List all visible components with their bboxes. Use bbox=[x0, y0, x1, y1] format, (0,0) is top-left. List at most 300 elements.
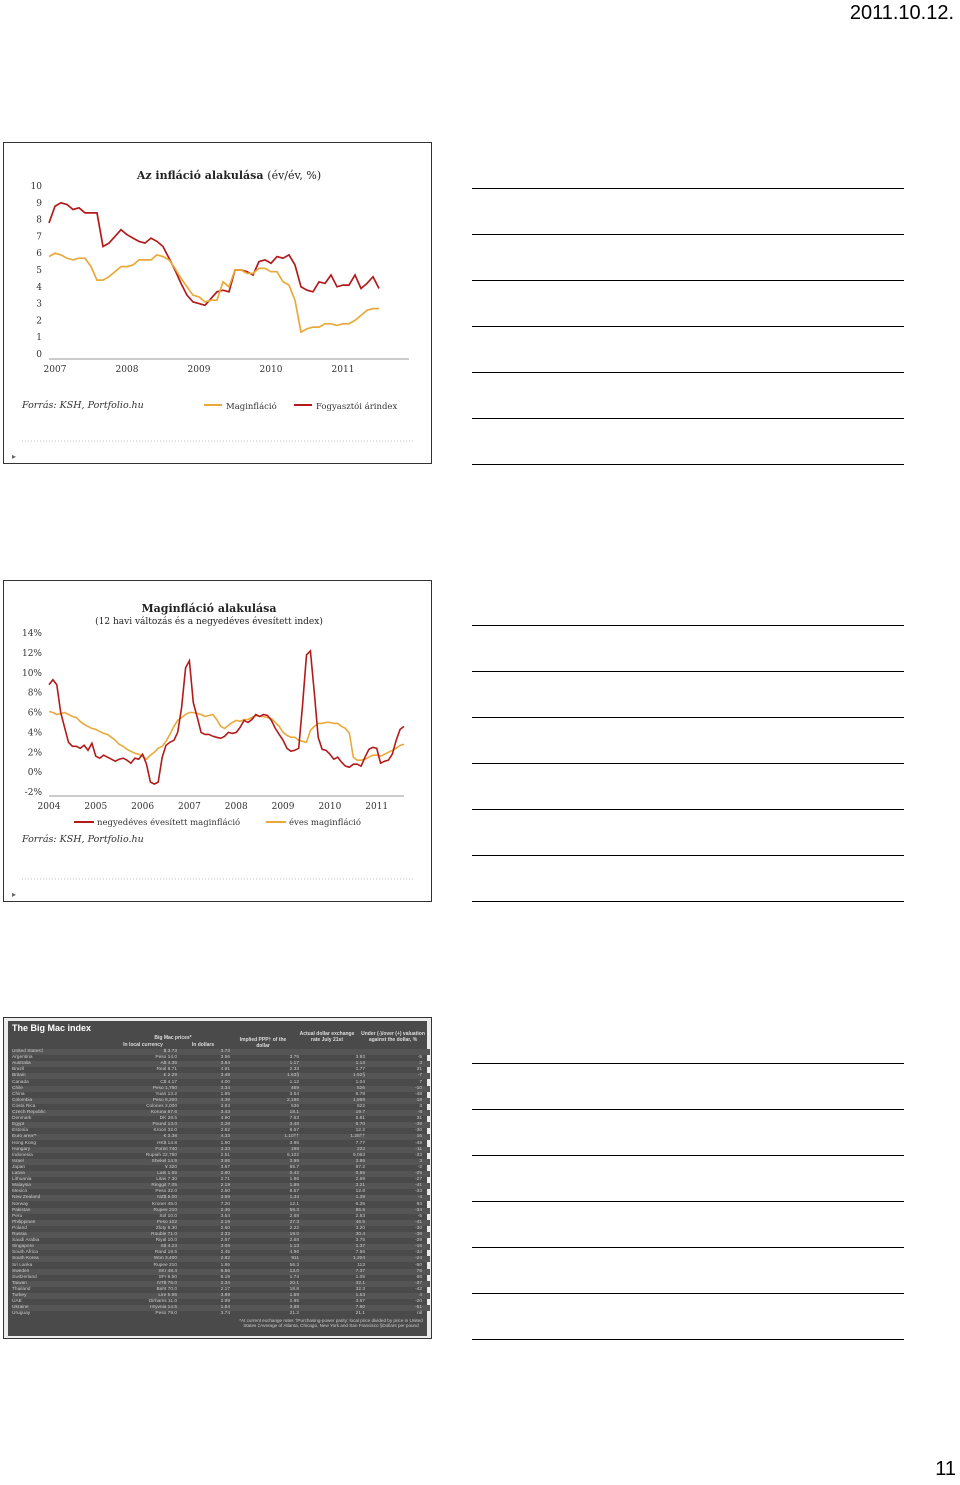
table-cell: 7.20 bbox=[220, 1201, 230, 1207]
table-cell: Dirhams 11.0 bbox=[148, 1299, 177, 1305]
table-cell: Taiwan bbox=[12, 1280, 27, 1286]
table-cell: ¥ 320 bbox=[164, 1164, 177, 1170]
table-cell: Baht 70.0 bbox=[156, 1286, 177, 1292]
table-cell: -49 bbox=[415, 1140, 422, 1146]
y-tick-label: 10 bbox=[30, 182, 42, 192]
x-tick-label: 2009 bbox=[271, 802, 295, 812]
note-line bbox=[472, 855, 904, 856]
table-cell: 8.57 bbox=[289, 1189, 299, 1195]
header-group: Big Mac prices* bbox=[154, 1035, 192, 1041]
table-cell: 2.82 bbox=[220, 1256, 230, 1262]
slide-bullet: ▸ bbox=[12, 452, 17, 461]
table-cell: 536 bbox=[290, 1103, 299, 1109]
chart-title-main: Az infláció alakulása bbox=[136, 169, 268, 182]
table-cell: SKr 48.4 bbox=[158, 1268, 177, 1274]
table-cell: 1.04 bbox=[355, 1079, 365, 1085]
table-cell: 4 bbox=[419, 1293, 422, 1298]
table-cell: 13.0 bbox=[289, 1268, 299, 1274]
table-cell: 21.1 bbox=[355, 1311, 365, 1317]
table-cell: NT$ 75.0 bbox=[157, 1280, 177, 1286]
table-cell: -24 bbox=[415, 1256, 422, 1262]
table-cell: Lats 1.55 bbox=[157, 1171, 177, 1176]
slide-bullet: ▸ bbox=[12, 890, 17, 899]
table-cell: 8.57 bbox=[289, 1128, 299, 1134]
table-cell: 1.05 bbox=[355, 1274, 365, 1280]
table-cell: S$ 4.23 bbox=[160, 1244, 177, 1250]
table-cell: 3.43 bbox=[220, 1110, 230, 1115]
table-cell: 1.74 bbox=[289, 1274, 299, 1280]
table-cell: DK 28.5 bbox=[159, 1116, 177, 1122]
table-cell: -25 bbox=[415, 1171, 422, 1176]
table-cell: 1.89 bbox=[289, 1183, 299, 1189]
table-cell: 3.75 bbox=[289, 1055, 299, 1061]
table-cell: 12.8 bbox=[355, 1189, 365, 1195]
table-cell: Israel bbox=[12, 1158, 24, 1164]
table-cell: 85.5 bbox=[355, 1207, 365, 1213]
table-cell: Ukraine bbox=[12, 1305, 29, 1311]
table-cell: China bbox=[12, 1091, 25, 1097]
note-line bbox=[472, 625, 904, 626]
table-cell: Uruguay bbox=[12, 1311, 31, 1317]
table-cell: 18 bbox=[416, 1097, 422, 1103]
table-cell: 2.46 bbox=[220, 1207, 230, 1213]
table-cell: 6.78 bbox=[355, 1091, 365, 1097]
table-cell: Rupee 210 bbox=[153, 1262, 177, 1268]
x-tick-label: 2007 bbox=[43, 365, 67, 375]
table-cell: 3.08 bbox=[220, 1244, 230, 1250]
note-line bbox=[472, 1155, 904, 1156]
table-cell: Hungary bbox=[12, 1146, 31, 1152]
table-cell: -29 bbox=[415, 1238, 422, 1244]
header-dollars: In dollars bbox=[191, 1042, 215, 1048]
series-line-quarterly bbox=[49, 651, 404, 784]
table-cell: Malaysia bbox=[12, 1183, 31, 1189]
table-cell: -39 bbox=[415, 1122, 422, 1128]
table-cell: $ 3.73 bbox=[163, 1049, 177, 1054]
table-cell: UAE bbox=[12, 1299, 22, 1305]
header-ppp: Implied PPP† of the dollar bbox=[239, 1037, 287, 1049]
table-cell: 3 bbox=[419, 1061, 422, 1067]
table-cell: 1.12 bbox=[289, 1079, 299, 1085]
note-line bbox=[472, 717, 904, 718]
x-tick-label: 2011 bbox=[331, 365, 355, 375]
chart-title-unit: (év/év, %) bbox=[267, 169, 322, 182]
note-line bbox=[472, 188, 904, 189]
core-inflation-chart bbox=[4, 581, 431, 901]
table-cell: -4 bbox=[417, 1195, 422, 1201]
table-cell: Colombia bbox=[12, 1097, 33, 1103]
table-cell: -33 bbox=[415, 1189, 422, 1195]
table-cell: Chile bbox=[12, 1085, 23, 1091]
table-cell: 3.56 bbox=[220, 1055, 230, 1061]
table-cell: 2.68 bbox=[289, 1213, 299, 1219]
table-cell: Sri Lanka bbox=[12, 1262, 33, 1268]
table-cell: 1.37 bbox=[355, 1244, 365, 1250]
note-line bbox=[472, 1247, 904, 1248]
slide-big-mac-index bbox=[3, 1017, 432, 1339]
table-cell: 2.62 bbox=[220, 1128, 230, 1134]
note-line bbox=[472, 280, 904, 281]
table-cell: -48 bbox=[415, 1091, 422, 1097]
table-cell: 20.1 bbox=[289, 1280, 299, 1286]
table-cell: 3.34 bbox=[220, 1085, 230, 1091]
series-line-cpi bbox=[49, 203, 379, 305]
table-cell: Rouble 71.0 bbox=[151, 1232, 177, 1237]
table-cell: -42 bbox=[415, 1286, 422, 1292]
table-cell: 3.54 bbox=[289, 1091, 299, 1097]
table-cell: Rupee 210 bbox=[153, 1207, 177, 1213]
table-cell: 1.63§ bbox=[286, 1073, 299, 1079]
table-cell: 2.67 bbox=[220, 1238, 230, 1244]
table-cell: 4.90 bbox=[220, 1116, 230, 1122]
legend-label-annual: éves maginfláció bbox=[289, 818, 362, 828]
table-cell: 19.7 bbox=[355, 1110, 365, 1115]
table-cell: 1.39 bbox=[355, 1195, 365, 1201]
chart-title bbox=[136, 169, 321, 182]
table-cell: 1.53 bbox=[355, 1293, 365, 1298]
table-cell: 1.17 bbox=[289, 1061, 299, 1067]
table-cell: Mexico bbox=[12, 1189, 28, 1195]
table-cell: Lire 5.95 bbox=[158, 1293, 177, 1298]
table-cell: 1.28†† bbox=[350, 1134, 365, 1140]
table-cell: 31 bbox=[416, 1067, 422, 1073]
table-cell: -20 bbox=[415, 1299, 422, 1305]
table-cell: Sweden bbox=[12, 1268, 30, 1274]
table-cell: Litas 7.30 bbox=[156, 1177, 177, 1183]
table-cell: nil bbox=[417, 1311, 422, 1317]
table-cell: Hryvnia 14.5 bbox=[150, 1305, 177, 1311]
chart-subtitle: (12 havi változás és a negyedéves évesített index) bbox=[95, 617, 323, 627]
table-cell: Turkey bbox=[12, 1293, 27, 1298]
table-cell: 19.0 bbox=[289, 1232, 299, 1237]
table-cell: 2.60 bbox=[220, 1225, 230, 1231]
table-cell: New Zealand bbox=[12, 1195, 41, 1201]
x-tick-label: 2010 bbox=[318, 802, 342, 812]
table-cell: 4.39 bbox=[220, 1097, 230, 1103]
table-cell: Pound 13.0 bbox=[152, 1122, 177, 1128]
table-cell: 1.13 bbox=[289, 1244, 299, 1250]
table-cell: 1,868 bbox=[352, 1097, 365, 1103]
y-tick-label: 2 bbox=[36, 316, 42, 327]
note-line bbox=[472, 1293, 904, 1294]
legend-label-core: Maginfláció bbox=[226, 402, 277, 412]
table-cell: 18.8 bbox=[289, 1286, 299, 1292]
table-cell: 3 bbox=[419, 1158, 422, 1164]
table-cell: 2.19 bbox=[220, 1219, 230, 1225]
y-tick-label: 1 bbox=[36, 333, 42, 344]
table-cell: -34 bbox=[415, 1250, 422, 1256]
y-tick-label: 14% bbox=[21, 629, 42, 639]
table-cell: Argentina bbox=[12, 1055, 33, 1061]
table-cell: Peso 102 bbox=[156, 1219, 177, 1225]
y-tick-label: 4% bbox=[27, 728, 42, 739]
series-line-core bbox=[49, 253, 379, 332]
page-number: 11 bbox=[935, 1458, 956, 1480]
table-cell: 1.10†† bbox=[284, 1134, 299, 1140]
table-cell: 56.3 bbox=[289, 1262, 299, 1268]
table-cell: 2.33 bbox=[289, 1067, 299, 1073]
table-cell: Peso 32.0 bbox=[155, 1189, 177, 1195]
table-cell: 31 bbox=[416, 1116, 422, 1122]
table-cell: 113 bbox=[357, 1262, 365, 1268]
note-line bbox=[472, 671, 904, 672]
table-cell: Egypt bbox=[12, 1122, 25, 1128]
note-line bbox=[472, 464, 904, 465]
table-cell: Kroner 45.0 bbox=[151, 1201, 177, 1207]
table-cell: 3.67 bbox=[220, 1164, 230, 1170]
table-cell: -50 bbox=[415, 1262, 422, 1268]
table-cell: 2,196 bbox=[286, 1097, 299, 1103]
slide-core-inflation-chart bbox=[3, 580, 432, 902]
table-cell: -37 bbox=[415, 1280, 422, 1286]
table-cell: £ 2.29 bbox=[163, 1073, 177, 1079]
table-cell: Real 8.71 bbox=[156, 1067, 177, 1073]
table-cell: 0.55 bbox=[355, 1171, 365, 1176]
table-cell: -18 bbox=[415, 1244, 422, 1250]
table-cell: -5 bbox=[417, 1055, 422, 1061]
table-cell: Denmark bbox=[12, 1116, 32, 1122]
y-tick-label: 0 bbox=[36, 350, 42, 360]
table-cell: -30 bbox=[415, 1128, 422, 1134]
table-cell: 7.63 bbox=[289, 1116, 299, 1122]
table-cell: 2.95 bbox=[289, 1299, 299, 1305]
table-cell: 3.86 bbox=[220, 1158, 230, 1164]
table-cell: 1.13 bbox=[355, 1061, 365, 1067]
table-cell: 2.99 bbox=[220, 1299, 230, 1305]
note-line bbox=[472, 418, 904, 419]
table-cell: 3.74 bbox=[220, 1311, 230, 1317]
table-cell: 3.54 bbox=[220, 1213, 230, 1219]
table-cell: Japan bbox=[12, 1164, 26, 1170]
table-cell: -27 bbox=[415, 1177, 422, 1183]
table-cell: 7.77 bbox=[355, 1140, 365, 1146]
note-line bbox=[472, 326, 904, 327]
table-cell: 27.3 bbox=[289, 1219, 299, 1225]
legend-label-quarterly: negyedéves évesített maginfláció bbox=[97, 818, 241, 828]
table-cell: 3.73 bbox=[220, 1049, 230, 1054]
table-cell: 3.88 bbox=[289, 1305, 299, 1311]
table-cell: 3.59 bbox=[220, 1195, 230, 1201]
note-line bbox=[472, 1201, 904, 1202]
table-cell: 1.52§ bbox=[352, 1073, 365, 1079]
note-line bbox=[472, 234, 904, 235]
big-mac-footnote: *At current exchange rates †Purchasing-power parity: local price divided by price in United States ‡Average of Atlanta, Chicago, New York and San Francisco §Dollars per pound bbox=[239, 1318, 423, 1329]
table-cell: Estonia bbox=[12, 1128, 28, 1134]
table-cell: HK$ 14.8 bbox=[156, 1140, 177, 1146]
table-cell: 32.3 bbox=[355, 1286, 365, 1292]
y-tick-label: 3 bbox=[36, 299, 42, 310]
table-cell: 7.90 bbox=[355, 1305, 365, 1311]
table-cell: 469 bbox=[290, 1085, 299, 1091]
table-cell: 21.2 bbox=[289, 1311, 299, 1317]
table-cell: -11 bbox=[415, 1146, 422, 1152]
table-cell: 1.96 bbox=[289, 1177, 299, 1183]
table-cell: 1.77 bbox=[355, 1067, 365, 1073]
print-date: 2011.10.12. bbox=[849, 2, 954, 24]
table-cell: Switzerland bbox=[12, 1274, 37, 1280]
table-cell: 46.5 bbox=[355, 1219, 365, 1225]
table-cell: 3.75 bbox=[355, 1238, 365, 1244]
table-cell: Lithuania bbox=[12, 1177, 32, 1183]
header-rate: Actual dollar exchange rate July 21st bbox=[299, 1031, 355, 1043]
header-valuation: Under (-)/over (+) valuation against the dollar, % bbox=[361, 1031, 425, 1043]
note-line bbox=[472, 372, 904, 373]
table-cell: 2.28 bbox=[220, 1122, 230, 1128]
x-tick-label: 2004 bbox=[37, 802, 61, 812]
table-cell: 4.33 bbox=[220, 1134, 230, 1140]
table-cell: 198 bbox=[290, 1146, 299, 1152]
chart-title: Maginfláció alakulása bbox=[141, 602, 277, 615]
table-cell: Sol 10.0 bbox=[159, 1213, 177, 1219]
table-cell: 911 bbox=[291, 1256, 299, 1262]
table-cell: 2.51 bbox=[220, 1152, 230, 1158]
table-cell: Philippines bbox=[12, 1219, 36, 1225]
note-line bbox=[472, 763, 904, 764]
table-cell: Pakistan bbox=[12, 1207, 31, 1213]
inflation-chart bbox=[4, 143, 431, 463]
table-cell: Rand 18.5 bbox=[154, 1250, 177, 1256]
table-cell: -7 bbox=[417, 1073, 422, 1079]
table-cell: 222 bbox=[356, 1146, 365, 1152]
table-cell: Ringgit 7.05 bbox=[151, 1183, 177, 1189]
table-cell: -41 bbox=[415, 1219, 422, 1225]
table-cell: Colones 2,000 bbox=[146, 1103, 177, 1109]
x-tick-label: 2010 bbox=[259, 365, 283, 375]
table-cell: Poland bbox=[12, 1225, 27, 1231]
table-cell: 3.83 bbox=[220, 1103, 230, 1109]
table-cell: Peso 8,200 bbox=[152, 1097, 177, 1103]
y-tick-label: -2% bbox=[24, 788, 42, 798]
table-cell: Russia bbox=[12, 1232, 27, 1237]
table-cell: 5.70 bbox=[355, 1122, 365, 1128]
table-cell: 87.2 bbox=[355, 1164, 365, 1170]
source-note: Forrás: KSH, Portfolio.hu bbox=[22, 400, 144, 411]
table-cell: -33 bbox=[415, 1152, 422, 1158]
table-cell: Peso 14.0 bbox=[155, 1055, 177, 1061]
table-cell: -5 bbox=[417, 1213, 422, 1219]
y-tick-label: 2% bbox=[27, 748, 42, 759]
table-cell: Peru bbox=[12, 1213, 23, 1219]
table-cell: 30.4 bbox=[355, 1232, 365, 1237]
note-line bbox=[472, 809, 904, 810]
table-cell: 6,102 bbox=[286, 1152, 299, 1158]
table-cell: Canada bbox=[12, 1079, 29, 1085]
table-cell: -10 bbox=[415, 1085, 422, 1091]
table-cell: 3.48 bbox=[289, 1122, 299, 1128]
table-cell: Brazil bbox=[12, 1067, 24, 1073]
table-cell: 18.1 bbox=[289, 1110, 299, 1115]
table-cell: NZ$ 5.00 bbox=[157, 1195, 177, 1201]
table-cell: € 3.38 bbox=[163, 1134, 177, 1140]
table-cell: 16 bbox=[416, 1134, 422, 1140]
y-tick-label: 7 bbox=[36, 232, 42, 243]
table-cell: 2.71 bbox=[220, 1177, 230, 1183]
y-tick-label: 6% bbox=[27, 708, 42, 719]
table-cell: 9,063 bbox=[352, 1152, 365, 1158]
table-cell: Yuan 13.2 bbox=[155, 1091, 177, 1097]
table-cell: 1.59 bbox=[289, 1293, 299, 1298]
table-cell: 1,204 bbox=[352, 1256, 365, 1262]
table-cell: A$ 4.35 bbox=[160, 1061, 177, 1067]
table-cell: Singapore bbox=[12, 1244, 34, 1250]
table-cell: 3.96 bbox=[289, 1140, 299, 1146]
table-cell: 2.22 bbox=[289, 1225, 299, 1231]
x-tick-label: 2007 bbox=[177, 802, 201, 812]
table-cell: -30 bbox=[415, 1225, 422, 1231]
table-cell: 2.19 bbox=[220, 1183, 230, 1189]
table-cell: 4.91 bbox=[220, 1067, 230, 1073]
table-cell: Koruna 67.6 bbox=[150, 1110, 177, 1115]
table-cell: Australia bbox=[12, 1061, 31, 1067]
table-cell: 2.50 bbox=[220, 1189, 230, 1195]
note-line bbox=[472, 1339, 904, 1340]
y-tick-label: 4 bbox=[36, 282, 42, 293]
table-cell: 5.81 bbox=[355, 1116, 365, 1122]
table-cell: 3.93 bbox=[355, 1055, 365, 1061]
table-cell: 3 bbox=[419, 1103, 422, 1109]
y-tick-label: 9 bbox=[36, 198, 42, 209]
table-cell: 1.90 bbox=[220, 1140, 230, 1146]
table-cell: -34 bbox=[415, 1207, 422, 1213]
y-tick-label: 12% bbox=[21, 648, 42, 659]
table-cell: Won 3,400 bbox=[153, 1256, 177, 1262]
table-cell: 66 bbox=[416, 1274, 422, 1280]
x-tick-label: 2008 bbox=[115, 365, 139, 375]
table-cell: -51 bbox=[415, 1305, 422, 1311]
note-line bbox=[472, 901, 904, 902]
table-cell: Peso 1,760 bbox=[152, 1085, 177, 1091]
table-cell: Peso 79.0 bbox=[155, 1311, 177, 1317]
big-mac-table bbox=[8, 1021, 427, 1336]
table-cell: -2 bbox=[417, 1164, 422, 1170]
table-cell: 6.56 bbox=[220, 1268, 230, 1274]
table-cell: SFr 6.50 bbox=[158, 1274, 177, 1280]
table-cell: 76 bbox=[416, 1268, 422, 1274]
table-cell: C$ 4.17 bbox=[160, 1079, 177, 1085]
table-cell: South Korea bbox=[12, 1256, 39, 1262]
table-cell: Indonesia bbox=[12, 1152, 33, 1158]
x-tick-label: 2011 bbox=[365, 802, 389, 812]
legend-label-cpi: Fogyasztói árindex bbox=[316, 402, 398, 412]
table-cell: 12.1 bbox=[289, 1201, 299, 1207]
big-mac-title: The Big Mac index bbox=[12, 1023, 92, 1033]
y-tick-label: 8% bbox=[27, 688, 42, 699]
table-cell: 7.37 bbox=[355, 1268, 365, 1274]
table-cell: 3.67 bbox=[355, 1299, 365, 1305]
table-cell: 85.7 bbox=[289, 1164, 299, 1170]
table-cell: 3.33 bbox=[220, 1146, 230, 1152]
table-cell: South Africa bbox=[12, 1250, 38, 1256]
y-tick-label: 8 bbox=[36, 215, 42, 226]
table-cell: 3.86 bbox=[355, 1158, 365, 1164]
table-cell: Euro area** bbox=[12, 1134, 37, 1140]
table-cell: 2.33 bbox=[220, 1232, 230, 1237]
table-cell: 3.21 bbox=[355, 1183, 365, 1189]
table-cell: 1.86 bbox=[220, 1262, 230, 1268]
table-cell: 7 bbox=[419, 1079, 422, 1085]
table-cell: 3.48 bbox=[220, 1073, 230, 1079]
x-tick-label: 2008 bbox=[224, 802, 248, 812]
table-cell: 2.69 bbox=[355, 1177, 365, 1183]
table-cell: Thailand bbox=[12, 1286, 31, 1292]
table-cell: Costa Rica bbox=[12, 1103, 36, 1109]
x-tick-label: 2009 bbox=[187, 365, 211, 375]
table-cell: 4.96 bbox=[289, 1250, 299, 1256]
table-cell: 32.1 bbox=[355, 1280, 365, 1286]
table-cell: Norway bbox=[12, 1201, 29, 1207]
table-cell: Zloty 8.30 bbox=[155, 1225, 177, 1231]
table-cell: 1.84 bbox=[220, 1305, 230, 1311]
